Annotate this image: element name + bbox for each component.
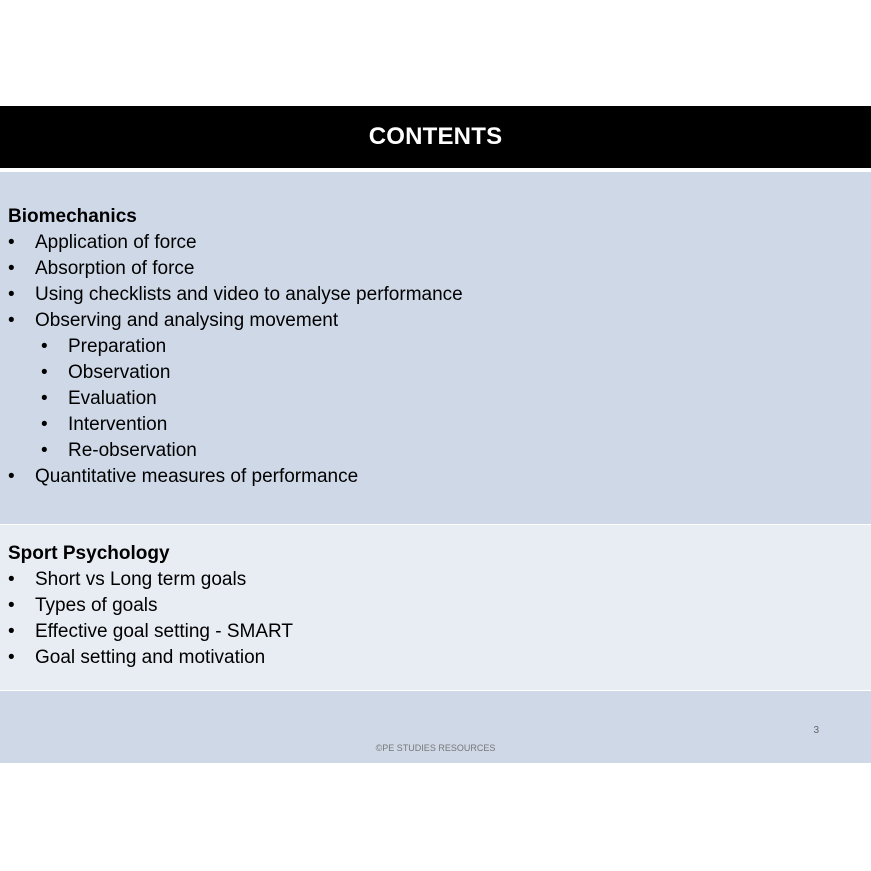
biomechanics-section [0,172,871,524]
bullet-icon: • [41,414,48,435]
sport-psychology-list [8,567,871,671]
bullet-icon: • [8,232,15,253]
bullet-icon: • [8,284,15,305]
sub-list-item: • Intervention [8,412,871,438]
list-item: • Observing and analysing movement [8,308,871,334]
bullet-icon: • [8,595,15,616]
page-title: CONTENTS [368,123,503,150]
biomechanics-heading: Biomechanics [8,206,137,227]
list-item: • Quantitative measures of performance [8,464,871,490]
bullet-icon: • [8,569,15,590]
bullet-icon: • [41,362,48,383]
slide [0,106,871,763]
sub-list-item: • Evaluation [8,386,871,412]
list-item: • Goal setting and motivation [8,645,871,671]
sub-list-item: • Re-observation [8,438,871,464]
sport-psychology-heading: Sport Psychology [8,543,170,564]
list-item: • Short vs Long term goals [8,567,871,593]
list-item: • Effective goal setting - SMART [8,619,871,645]
slide-header [0,106,871,168]
list-item: • Types of goals [8,593,871,619]
list-item: • Application of force [8,230,871,256]
page-number: 3 [813,725,819,736]
list-item: • Absorption of force [8,256,871,282]
sub-list-item: • Preparation [8,334,871,360]
bullet-icon: • [8,310,15,331]
copyright-notice: ©PE STUDIES RESOURCES [375,743,496,753]
bullet-icon: • [41,440,48,461]
bullet-icon: • [8,466,15,487]
bullet-icon: • [41,388,48,409]
bullet-icon: • [41,336,48,357]
list-item: • Using checklists and video to analyse performance [8,282,871,308]
sport-psychology-section [0,525,871,690]
bullet-icon: • [8,258,15,279]
bullet-icon: • [8,647,15,668]
bullet-icon: • [8,621,15,642]
slide-footer [0,691,871,763]
biomechanics-list [8,230,871,490]
sub-list-item: • Observation [8,360,871,386]
